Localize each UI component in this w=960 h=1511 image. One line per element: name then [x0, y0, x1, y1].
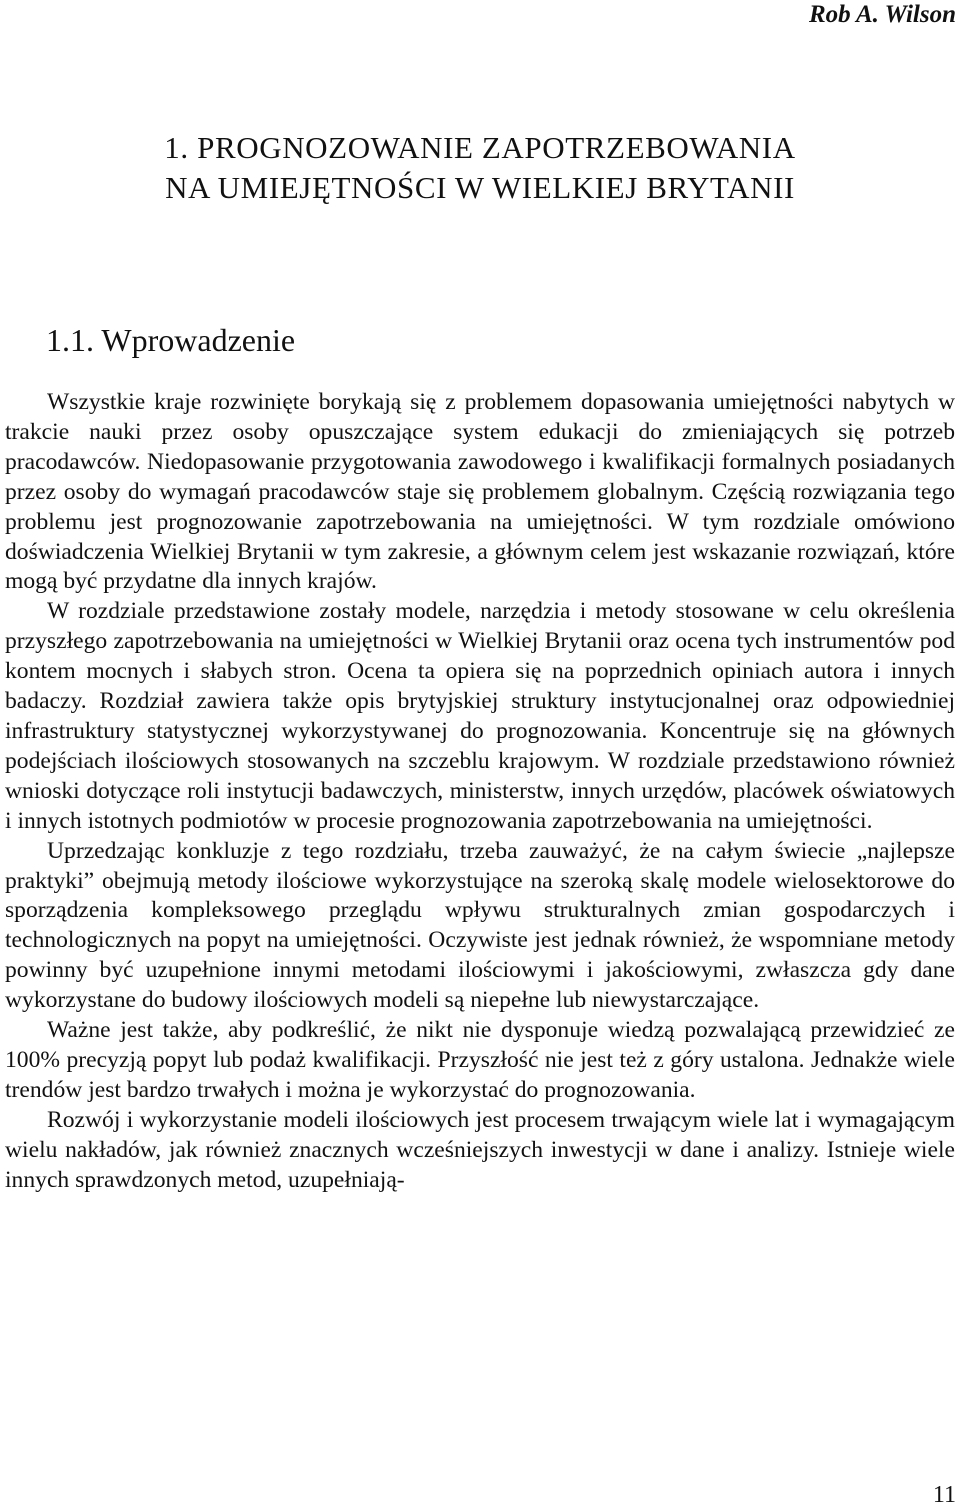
- section-title: 1.1. Wprowadzenie: [46, 322, 296, 358]
- paragraph-5: Rozwój i wykorzystanie modeli ilościowych jest procesem trwającym wiele lat i wymagającym wielu nakładów, jak również znacznych wcześniejszych inwestycji w dane i analizy. Istnieje wiele innych sprawdzonych metod, uzupełniają-: [5, 1106, 955, 1193]
- chapter-title-line-1: 1. PROGNOZOWANIE ZAPOTRZEBOWANIA: [164, 130, 796, 165]
- chapter-title: [0, 128, 960, 208]
- page-number: 11: [932, 1482, 956, 1508]
- paragraph-1: Wszystkie kraje rozwinięte borykają się z problemem dopasowania umiejętności nabytych w trakcie nauki przez osoby opuszczające system edukacji do zmieniających się potrzeb pracodawców. Niedopasowanie przygotowania zawodowego i kwalifikacji formalnych posiadanych przez osoby do wymagań pracodawców staje się problemem globalnym. Częścią rozwiązania tego problemu jest prognozowanie zapotrzebowania na umiejętności. W tym rozdziale omówiono doświadczenia Wielkiej Brytanii w tym zakresie, a głównym celem jest wskazanie rozwiązań, które mogą być przydatne dla innych krajów.: [5, 389, 955, 595]
- paragraph-2: W rozdziale przedstawione zostały modele, narzędzia i metody stosowane w celu określenia przyszłego zapotrzebowania na umiejętności w Wielkiej Brytanii oraz ocena tych instrumentów pod kontem mocnych i słabych stron. Ocena ta opiera się na poprzednich opiniach autora i innych badaczy. Rozdział zawiera także opis brytyjskiej struktury instytucjonalnej oraz odpowiedniej infrastruktury statystycznej wykorzystywanej do prognozowania. Koncentruje się na głównych podejściach ilościowych stosowanych na szczeblu krajowym. W rozdziale przedstawiono również wnioski dotyczące roli instytucji badawczych, ministerstw, innych urzędów, placówek oświatowych i innych istotnych podmiotów w procesie prognozowania zapotrzebowania na umiejętności.: [5, 598, 955, 834]
- paragraph-3: Uprzedzając konkluzje z tego rozdziału, trzeba zauważyć, że na całym świecie „najlepsze praktyki” obejmują metody ilościowe wykorzystujące na szeroką skalę modele wielosektorowe do sporządzenia kompleksowego przeglądu wpływu strukturalnych zmian gospodarczych i technologicznych na popyt na umiejętności. Oczywiste jest jednak również, że wspomniane metody powinny być uzupełnione innymi metodami ilościowymi i jakościowymi, zwłaszcza gdy dane wykorzystane do budowy ilościowych modeli są niepełne lub niewystarczające.: [5, 837, 955, 1014]
- body-text: [5, 388, 955, 1195]
- running-header-author: Rob A. Wilson: [808, 1, 956, 28]
- chapter-title-line-2: NA UMIEJĘTNOŚCI W WIELKIEJ BRYTANII: [165, 170, 795, 205]
- paragraph-4: Ważne jest także, aby podkreślić, że nikt nie dysponuje wiedzą pozwalającą przewidzieć ze 100% precyzją popyt lub podaż kwalifikacji. Przyszłość nie jest też z góry ustalona. Jednakże wiele trendów jest bardzo trwałych i można je wykorzystać do prognozowania.: [5, 1017, 955, 1103]
